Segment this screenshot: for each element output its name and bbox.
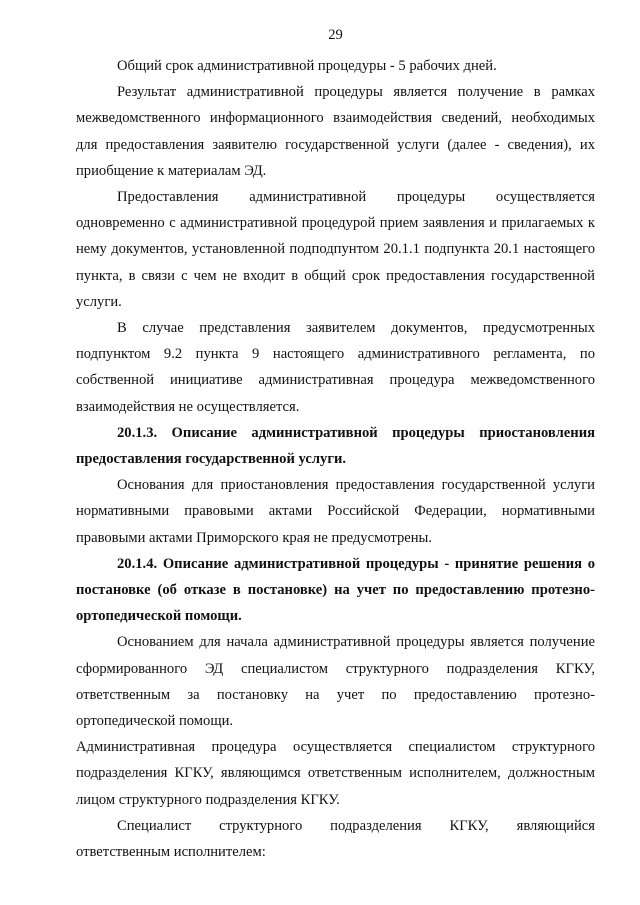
paragraph-specialist: Специалист структурного подразделения КГКУ, являющийся ответственным исполнителем: bbox=[76, 817, 595, 861]
paragraph-own-initiative: В случае представления заявителем документов, предусмотренных подпунктом 9.2 пункта 9 настоящего административного регламента, по собственной инициативе административная процедура межведомственного взаимодействия не осуществляется. bbox=[76, 320, 595, 415]
document-body bbox=[76, 53, 595, 865]
paragraph-simultaneous-procedure: Предоставления административной процедуры осуществляется одновременно с административной процедурой прием заявления и прилагаемых к нему документов, установленной подподпунтом 20.1.1 подпункта 20.1 настоящего пункта, в связи с чем не входит в общий срок предоставления государственной услуги. bbox=[76, 189, 595, 310]
paragraph-procedure-term: Общий срок административной процедуры - 5 рабочих дней. bbox=[117, 58, 497, 74]
section-heading-20-1-3: 20.1.3. Описание административной процедуры приостановления предоставления государственной услуги. bbox=[76, 424, 595, 468]
page-number: 29 bbox=[328, 27, 343, 43]
paragraph-procedure-result: Результат административной процедуры является получение в рамках межведомственного информационного взаимодействия сведений, необходимых для предоставления заявителю государственной услуги (далее - сведения), их приобщение к материалам ЭД. bbox=[76, 84, 595, 179]
paragraph-suspension-grounds: Основания для приостановления предоставления государственной услуги нормативными правовыми актами Российской Федерации, нормативными правовыми актами Приморского края не предусмотрены. bbox=[76, 477, 595, 546]
paragraph-performed-by: Административная процедура осуществляется специалистом структурного подразделения КГКУ, являющимся ответственным исполнителем, должностным лицом структурного подразделения КГКУ. bbox=[76, 739, 595, 808]
paragraph-procedure-start-grounds: Основанием для начала административной процедуры является получение сформированного ЭД специалистом структурного подразделения КГКУ, ответственным за постановку на учет по предоставлению протезно-ортопедической помощи. bbox=[76, 634, 595, 730]
section-heading-20-1-4: 20.1.4. Описание административной процедуры - принятие решения о постановке (об отказе в постановке) на учет по предоставлению протезно-ортопедической помощи. bbox=[76, 555, 595, 625]
